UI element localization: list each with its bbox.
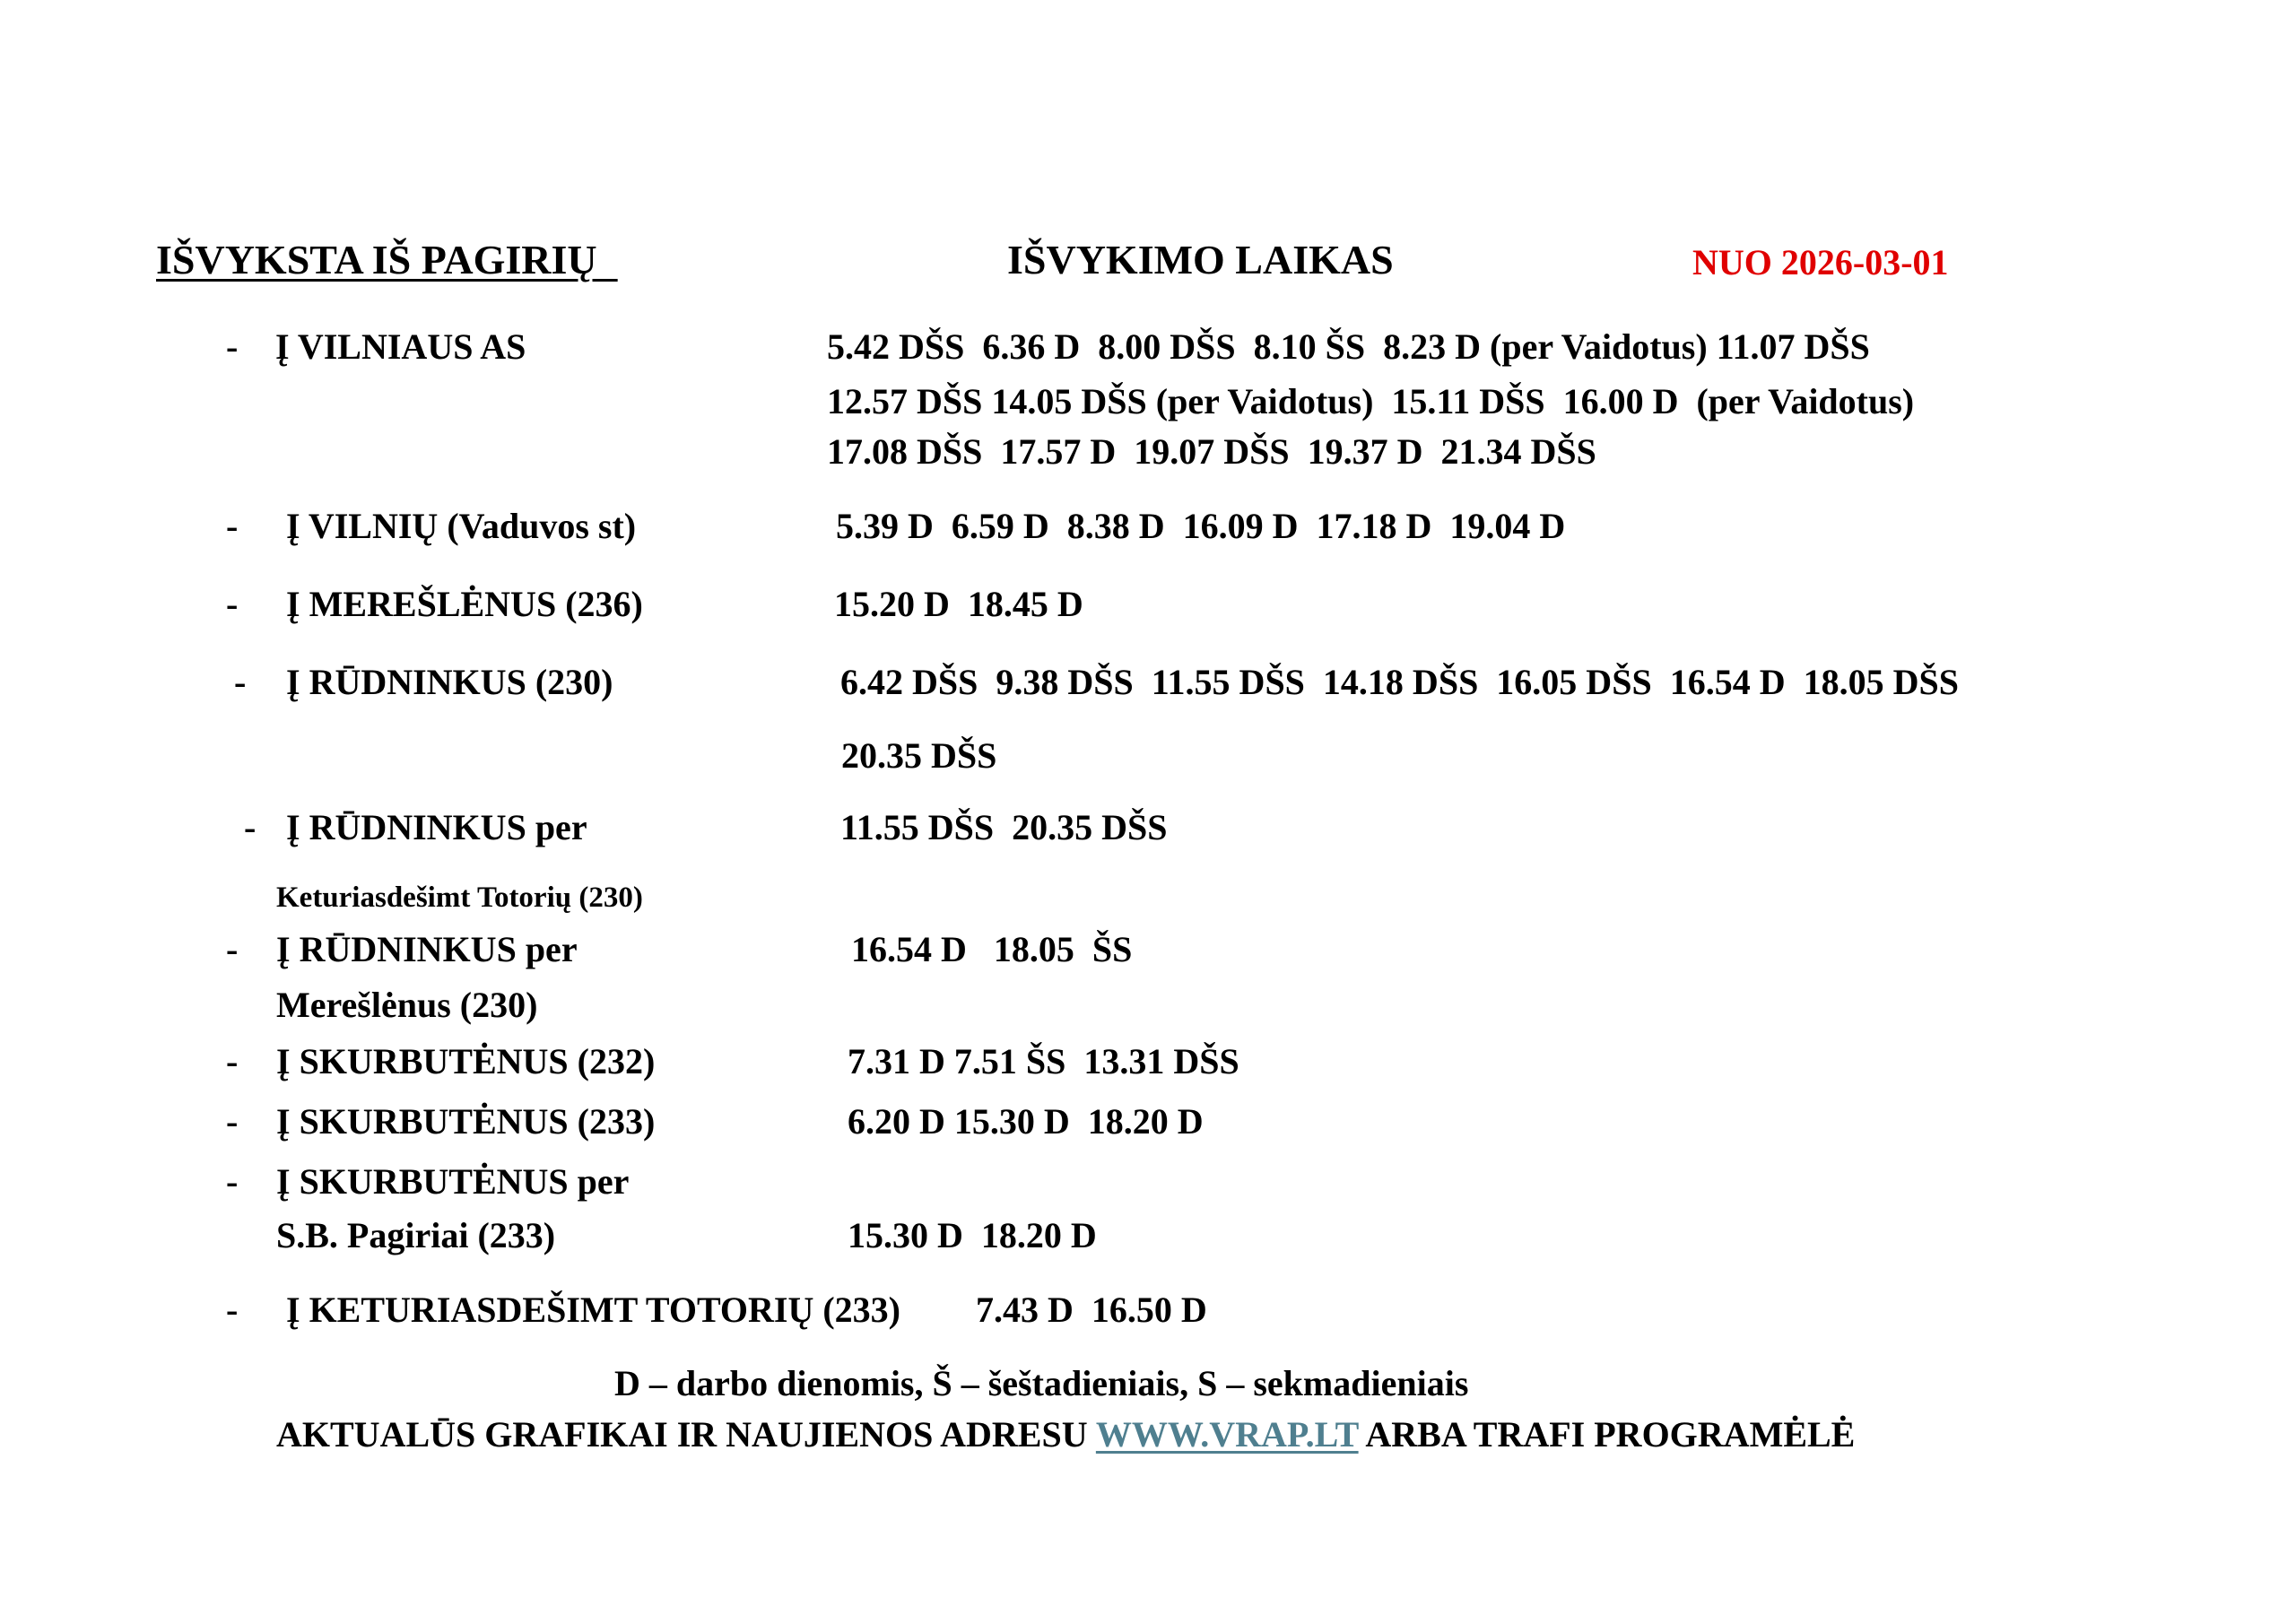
footer-note <box>276 1414 1856 1455</box>
footer-suffix: ARBA TRAFI PROGRAMĖLĖ <box>1358 1414 1856 1455</box>
route-times: 6.42 DŠS 9.38 DŠS 11.55 DŠS 14.18 DŠS 16.05 DŠS 16.54 D 18.05 DŠS <box>840 662 1959 702</box>
route-dash: - <box>226 584 239 624</box>
route-dash: - <box>244 807 257 847</box>
route-destination-detail: Keturiasdešimt Totorių (230) <box>276 881 643 914</box>
route-times: 15.30 D 18.20 D <box>848 1215 1097 1255</box>
route-times: 17.08 DŠS 17.57 D 19.07 DŠS 19.37 D 21.34 DŠS <box>827 431 1596 472</box>
legend: D – darbo dienomis, Š – šeštadieniais, S – sekmadieniais <box>614 1363 1469 1403</box>
route-destination: Į RŪDNINKUS per <box>286 807 587 847</box>
footer-prefix: AKTUALŪS GRAFIKAI IR NAUJIENOS ADRESU <box>276 1414 1096 1455</box>
departs-from-heading: IŠVYKSTA IŠ PAGIRIŲ <box>156 237 618 282</box>
vrap-link[interactable]: WWW.VRAP.LT <box>1095 1414 1359 1455</box>
route-destination: Į SKURBUTĖNUS (233) <box>276 1101 656 1142</box>
route-destination: Į MEREŠLĖNUS (236) <box>286 584 643 624</box>
route-destination: Į VILNIAUS AS <box>275 326 526 367</box>
departure-time-heading: IŠVYKIMO LAIKAS <box>1007 237 1394 282</box>
route-dash: - <box>226 1101 239 1142</box>
route-destination: Į RŪDNINKUS per <box>276 929 578 969</box>
route-destination-detail: Merešlėnus (230) <box>276 985 538 1025</box>
valid-from-date: NUO 2026-03-01 <box>1692 242 1949 282</box>
route-dash: - <box>226 929 239 969</box>
route-times: 6.20 D 15.30 D 18.20 D <box>848 1101 1204 1142</box>
route-times: 7.31 D 7.51 ŠS 13.31 DŠS <box>848 1041 1239 1081</box>
route-dash: - <box>226 506 239 546</box>
route-times: 12.57 DŠS 14.05 DŠS (per Vaidotus) 15.11 DŠS 16.00 D (per Vaidotus) <box>827 381 1915 421</box>
route-dash: - <box>234 662 247 702</box>
route-times: 20.35 DŠS <box>841 735 997 776</box>
route-dash: - <box>226 1290 239 1330</box>
route-destination: Į KETURIASDEŠIMT TOTORIŲ (233) <box>286 1290 900 1330</box>
route-destination-detail: S.B. Pagiriai (233) <box>276 1215 556 1255</box>
route-dash: - <box>226 1041 239 1081</box>
route-destination: Į VILNIŲ (Vaduvos st) <box>286 506 637 546</box>
route-times: 7.43 D 16.50 D <box>976 1290 1207 1330</box>
route-destination: Į SKURBUTĖNUS (232) <box>276 1041 656 1081</box>
route-times: 11.55 DŠS 20.35 DŠS <box>840 807 1168 847</box>
route-dash: - <box>226 326 239 367</box>
route-times: 5.42 DŠS 6.36 D 8.00 DŠS 8.10 ŠS 8.23 D (per Vaidotus) 11.07 DŠS <box>827 326 1870 367</box>
route-times: 5.39 D 6.59 D 8.38 D 16.09 D 17.18 D 19.04 D <box>836 506 1566 546</box>
route-times: 16.54 D 18.05 ŠS <box>851 929 1133 969</box>
route-times: 15.20 D 18.45 D <box>834 584 1083 624</box>
route-destination: Į RŪDNINKUS (230) <box>286 662 613 702</box>
route-dash: - <box>226 1161 239 1202</box>
route-destination: Į SKURBUTĖNUS per <box>276 1161 630 1202</box>
